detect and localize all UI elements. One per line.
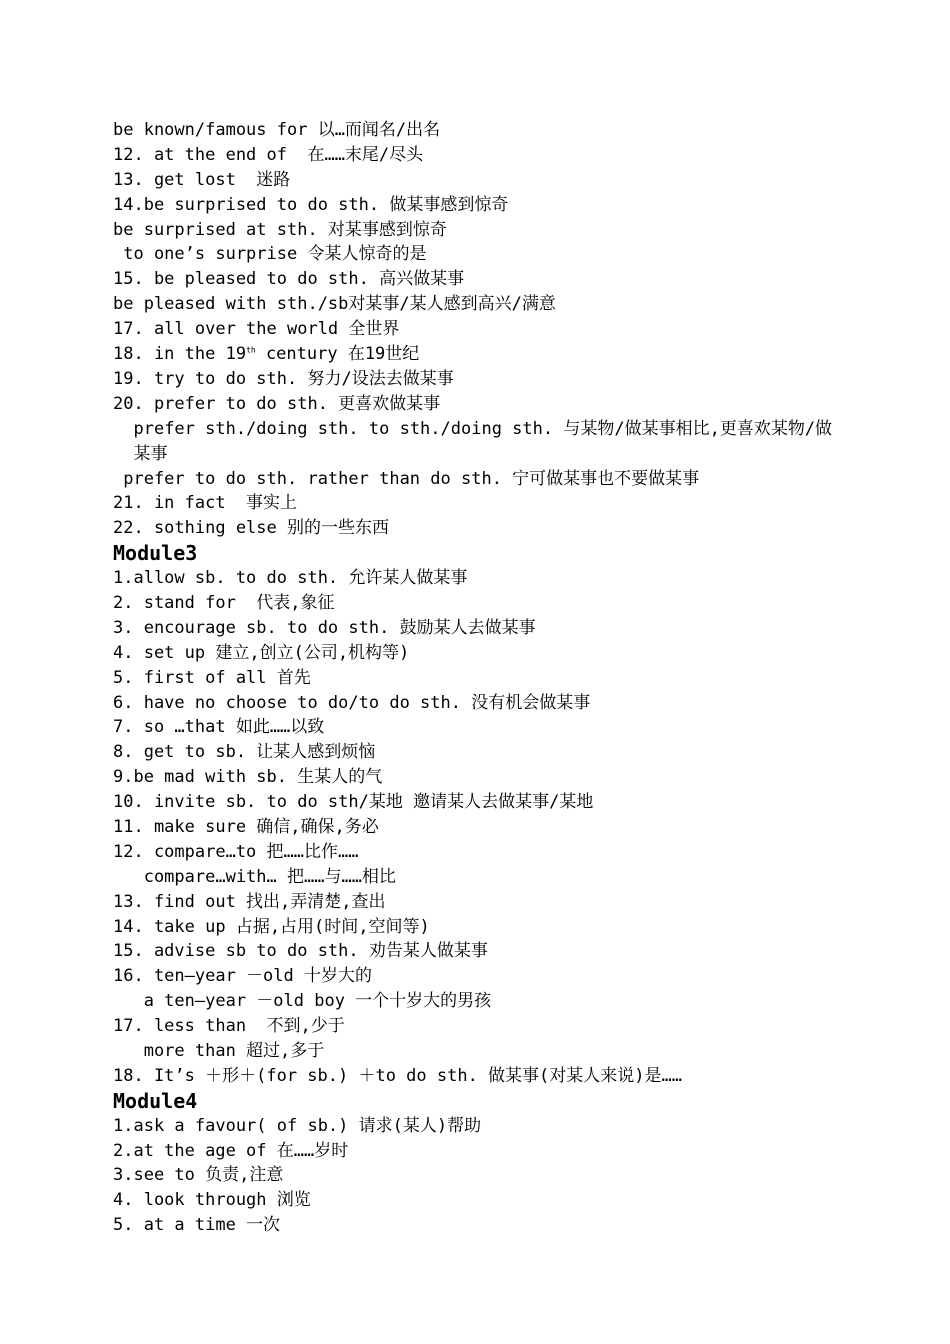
phrase-line: 2. stand for 代表,象征 <box>113 592 335 613</box>
phrase-line: be pleased with sth./sb对某事/某人感到高兴/满意 <box>113 294 556 315</box>
phrase-line: 7. so …that 如此……以致 <box>113 717 325 738</box>
phrase-line: 1.ask a favour( of sb.) 请求(某人)帮助 <box>113 1115 482 1136</box>
phrase-line-18 <box>113 342 853 367</box>
phrase-line: 18. It’s ＋形＋(for sb.) ＋to do sth. 做某事(对某人来说)是…… <box>113 1065 682 1086</box>
phrase-line: be surprised at sth. 对某事感到惊奇 <box>113 219 447 240</box>
module3-phrase-list <box>113 566 853 1089</box>
phrase-list-continued <box>113 118 853 541</box>
phrase-line: 5. at a time 一次 <box>113 1215 281 1236</box>
phrase-line: 3.see to 负责,注意 <box>113 1165 284 1186</box>
phrase-line: 10. invite sb. to do sth/某地 邀请某人去做某事/某地 <box>113 792 594 813</box>
phrase-line: 22. sothing else 别的一些东西 <box>113 518 389 539</box>
phrase-line: 1.allow sb. to do sth. 允许某人做某事 <box>113 568 468 589</box>
phrase-line: 21. in fact 事实上 <box>113 493 298 514</box>
phrase-line: 16. ten—year －old 十岁大的 <box>113 966 372 987</box>
phrase-line: 12. compare…to 把……比作…… <box>113 841 359 862</box>
phrase-line: 8. get to sb. 让某人感到烦恼 <box>113 742 376 763</box>
phrase-line: 14. take up 占据,占用(时间,空间等) <box>113 916 430 937</box>
phrase-line: 12. at the end of 在……末尾/尽头 <box>113 144 424 165</box>
phrase-line: be known/famous for 以…而闻名/出名 <box>113 120 441 140</box>
phrase-line: 3. encourage sb. to do sth. 鼓励某人去做某事 <box>113 617 536 638</box>
module4-phrase-list <box>113 1114 853 1238</box>
phrase-line: 6. have no choose to do/to do sth. 没有机会做某事 <box>113 692 591 713</box>
phrase-line: compare…with… 把……与……相比 <box>113 866 396 887</box>
phrase-line: 20. prefer to do sth. 更喜欢做某事 <box>113 393 441 414</box>
module3-heading: Module3 <box>113 541 198 566</box>
phrase-line: to one’s surprise 令某人惊奇的是 <box>113 244 427 265</box>
phrase-line: 4. set up 建立,创立(公司,机构等) <box>113 642 410 663</box>
phrase-line: 13. get lost 迷路 <box>113 169 291 190</box>
phrase-line: 15. be pleased to do sth. 高兴做某事 <box>113 269 465 290</box>
phrase-line: 13. find out 找出,弄清楚,查出 <box>113 891 386 912</box>
phrase-line: 2.at the age of 在……岁时 <box>113 1140 349 1161</box>
phrase-line: 11. make sure 确信,确保,务必 <box>113 816 379 837</box>
phrase-line-wrapped: prefer sth./doing sth. to sth./doing sth. 与某物/做某事相比,更喜欢某物/做 某事 <box>133 418 833 464</box>
phrase-line: a ten—year －old boy 一个十岁大的男孩 <box>113 991 492 1012</box>
phrase-line: 9.be mad with sb. 生某人的气 <box>113 767 383 788</box>
phrase-line: 17. all over the world 全世界 <box>113 319 400 340</box>
phrase-line: 17. less than 不到,少于 <box>113 1016 345 1037</box>
phrase-line: 15. advise sb to do sth. 劝告某人做某事 <box>113 941 488 962</box>
module4-heading: Module4 <box>113 1088 198 1113</box>
superscript-th: th <box>246 345 256 355</box>
phrase-line: prefer to do sth. rather than do sth. 宁可做某事也不要做某事 <box>113 468 700 489</box>
phrase-line: 19. try to do sth. 努力/设法去做某事 <box>113 368 454 389</box>
document-page <box>113 118 853 1238</box>
phrase-line: more than 超过,多于 <box>113 1040 325 1061</box>
phrase-18-after: century 在19世纪 <box>255 344 420 365</box>
phrase-line: 5. first of all 首先 <box>113 667 311 688</box>
phrase-18-before: 18. in the 19 <box>113 344 247 365</box>
phrase-line: 4. look through 浏览 <box>113 1190 311 1211</box>
phrase-line: 14.be surprised to do sth. 做某事感到惊奇 <box>113 194 509 215</box>
